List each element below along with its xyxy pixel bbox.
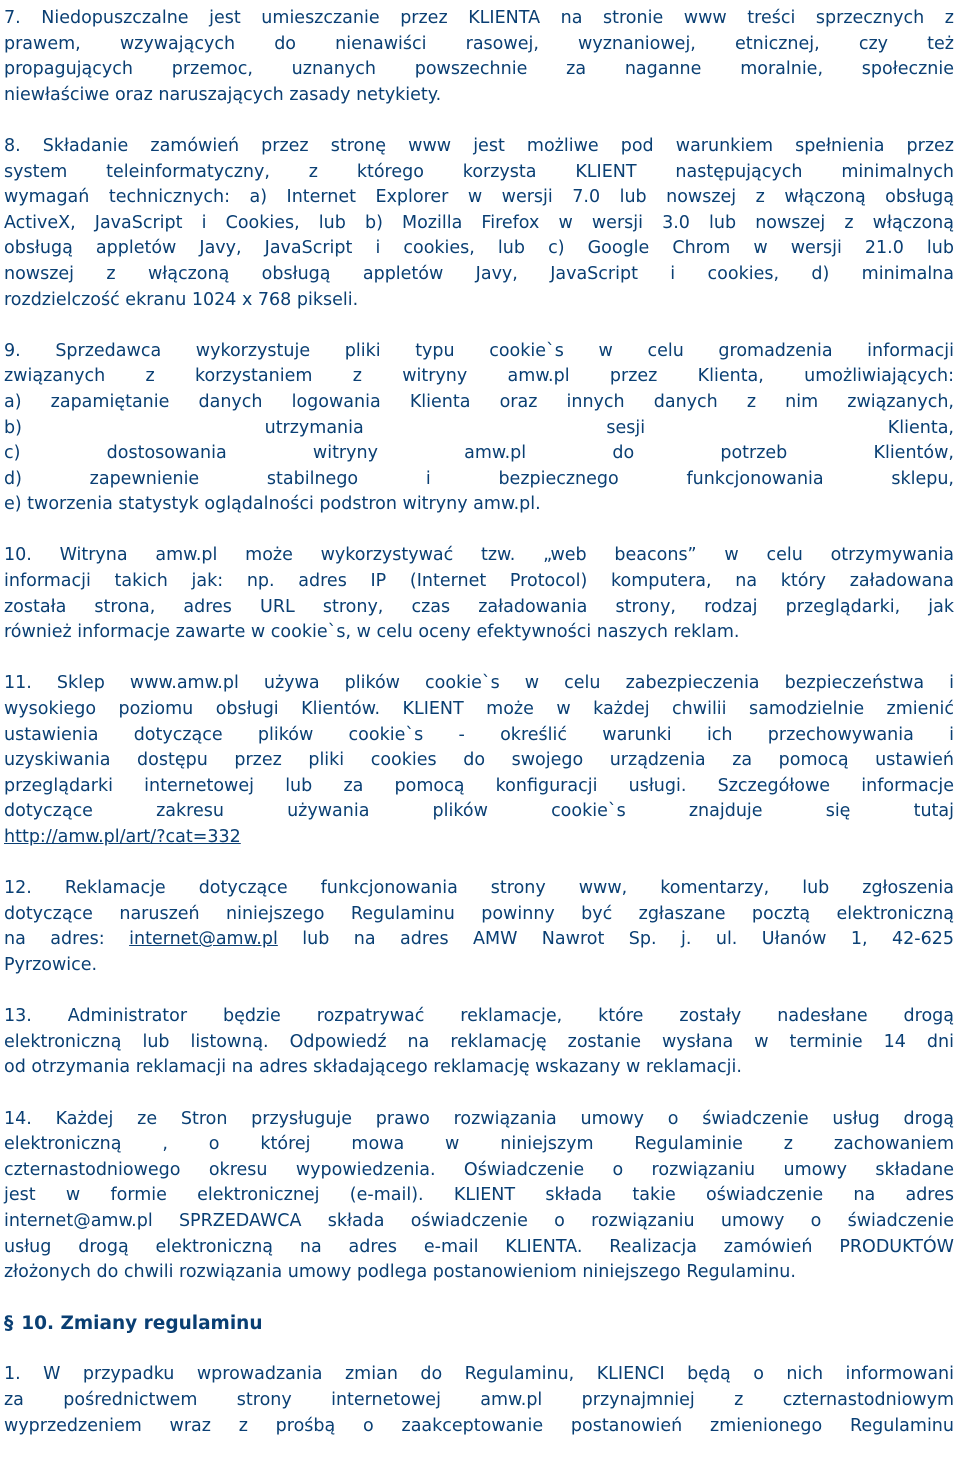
section-heading	[4, 1311, 954, 1337]
text-line: złożonych do chwili rozwiązania umowy podlega postanowieniom niniejszego Regulaminu.	[4, 1262, 796, 1283]
text-line: obsługą appletów Javy, JavaScript i cookies, lub c) Google Chrom w wersji 21.0 lub	[4, 238, 954, 259]
text-line: 7. Niedopuszczalne jest umieszczanie przez KLIENTA na stronie www treści sprzecznych z	[4, 8, 954, 28]
text-line: niewłaściwe oraz naruszających zasady netykiety.	[4, 84, 442, 105]
text-line: c) dostosowania witryny amw.pl do potrzeb Klientów,	[4, 443, 954, 464]
section-sign: §	[4, 1313, 14, 1335]
text-line: 10. Witryna amw.pl może wykorzystywać tzw. „web beacons” w celu otrzymywania	[4, 545, 954, 566]
text-line: przeglądarki internetowej lub za pomocą konfiguracji usługi. Szczegółowe informacje	[4, 775, 954, 796]
text-line: propagujących przemoc, uznanych powszechnie za naganne moralnie, społecznie	[4, 59, 954, 80]
cookie-info-link[interactable]: http://amw.pl/art/?cat=332	[4, 827, 241, 847]
paragraph-13	[4, 1004, 954, 1081]
text-line: 14. Każdej ze Stron przysługuje prawo rozwiązania umowy o świadczenie usług drogą	[4, 1108, 954, 1129]
text-line: ustawienia dotyczące plików cookie`s - określić warunki ich przechowywania i	[4, 724, 954, 745]
text-line: 1. W przypadku wprowadzania zmian do Regulaminu, KLIENCI będą o nich informowani	[4, 1364, 954, 1385]
text-line: została strona, adres URL strony, czas załadowania strony, rodzaj przeglądarki, jak	[4, 596, 954, 617]
address-line	[4, 927, 954, 953]
text-line: wymagań technicznych: a) Internet Explorer w wersji 7.0 lub nowszej z włączoną obsługą	[4, 187, 954, 208]
text-line: elektroniczną , o której mowa w niniejszym Regulaminie z zachowaniem	[4, 1134, 954, 1155]
paragraph-8	[4, 134, 954, 313]
text-line: 11. Sklep www.amw.pl używa plików cookie`s w celu zabezpieczenia bezpieczeństwa i	[4, 673, 954, 694]
paragraph-7	[4, 6, 954, 108]
text-line: wyprzedzeniem wraz z prośbą o zaakceptowanie postanowień zmienionego Regulaminu	[4, 1415, 954, 1436]
text-line: Pyrzowice.	[4, 954, 98, 975]
text-line: za pośrednictwem strony internetowej amw.pl przynajmniej z czternastodniowym	[4, 1390, 954, 1411]
text-line: b) utrzymania sesji Klienta,	[4, 417, 954, 438]
text-line: czternastodniowego okresu wypowiedzenia. Oświadczenie o rozwiązaniu umowy składane	[4, 1159, 954, 1180]
address-suffix: lub na adres AMW Nawrot Sp. j. ul. Ułanów 1, 42-625	[277, 929, 954, 950]
text-line: 8. Składanie zamówień przez stronę www jest możliwe pod warunkiem spełnienia przez	[4, 135, 954, 156]
paragraph-amendments-1	[4, 1362, 954, 1439]
paragraph-10	[4, 543, 954, 645]
section-title: 10. Zmiany regulaminu	[21, 1313, 263, 1335]
paragraph-11	[4, 671, 954, 850]
text-line: związanych z korzystaniem z witryny amw.pl przez Klienta, umożliwiających:	[4, 366, 954, 387]
text-line: usług drogą elektroniczną na adres e-mail KLIENTA. Realizacja zamówień PRODUKTÓW	[4, 1236, 954, 1257]
text-line: od otrzymania reklamacji na adres składającego reklamację wskazany w reklamacji.	[4, 1057, 742, 1078]
text-line: 9. Sprzedawca wykorzystuje pliki typu cookie`s w celu gromadzenia informacji	[4, 340, 954, 361]
address-prefix: na adres:	[4, 929, 130, 950]
paragraph-9	[4, 339, 954, 518]
cookie-info-line	[4, 825, 954, 851]
text-line: dotyczące naruszeń niniejszego Regulaminu powinny być zgłaszane pocztą elektroniczną	[4, 903, 954, 924]
text-line: nowszej z włączoną obsługą appletów Javy, JavaScript i cookies, d) minimalna	[4, 263, 954, 284]
text-line: system teleinformatyczny, z którego korzysta KLIENT następujących minimalnych	[4, 161, 954, 182]
text-line: prawem, wzywających do nienawiści rasowej, wyznaniowej, etnicznej, czy też	[4, 33, 954, 54]
text-line: ActiveX, JavaScript i Cookies, lub b) Mozilla Firefox w wersji 3.0 lub nowszej z włączoną	[4, 212, 954, 233]
paragraph-14	[4, 1107, 954, 1286]
document-page	[4, 6, 954, 1439]
text-line: a) zapamiętanie danych logowania Klienta oraz innych danych z nim związanych,	[4, 391, 954, 412]
text-line: internet@amw.pl SPRZEDAWCA składa oświadczenie o rozwiązaniu umowy o świadczenie	[4, 1210, 954, 1231]
email-link[interactable]: internet@amw.pl	[129, 929, 278, 950]
text-line: również informacje zawarte w cookie`s, w celu oceny efektywności naszych reklam.	[4, 622, 740, 643]
text-line: d) zapewnienie stabilnego i bezpiecznego funkcjonowania sklepu,	[4, 468, 954, 489]
text-line: dotyczące zakresu używania plików cookie`s znajduje się tutaj	[4, 801, 954, 822]
text-line: e) tworzenia statystyk oglądalności podstron witryny amw.pl.	[4, 494, 541, 515]
text-line: elektroniczną lub listowną. Odpowiedź na reklamację zostanie wysłana w terminie 14 dni	[4, 1031, 954, 1052]
paragraph-12	[4, 876, 954, 978]
text-line: wysokiego poziomu obsługi Klientów. KLIENT może w każdej chwilii samodzielnie zmienić	[4, 699, 954, 720]
text-line: informacji takich jak: np. adres IP (Internet Protocol) komputera, na który załadowana	[4, 571, 954, 592]
text-line: uzyskiwania dostępu przez pliki cookies do swojego urządzenia za pomocą ustawień	[4, 750, 954, 771]
text-line: jest w formie elektronicznej (e-mail). KLIENT składa takie oświadczenie na adres	[4, 1185, 954, 1206]
text-line: rozdzielczość ekranu 1024 x 768 pikseli.	[4, 289, 359, 310]
text-line: 12. Reklamacje dotyczące funkcjonowania strony www, komentarzy, lub zgłoszenia	[4, 878, 954, 899]
text-line: 13. Administrator będzie rozpatrywać reklamacje, które zostały nadesłane drogą	[4, 1006, 954, 1027]
